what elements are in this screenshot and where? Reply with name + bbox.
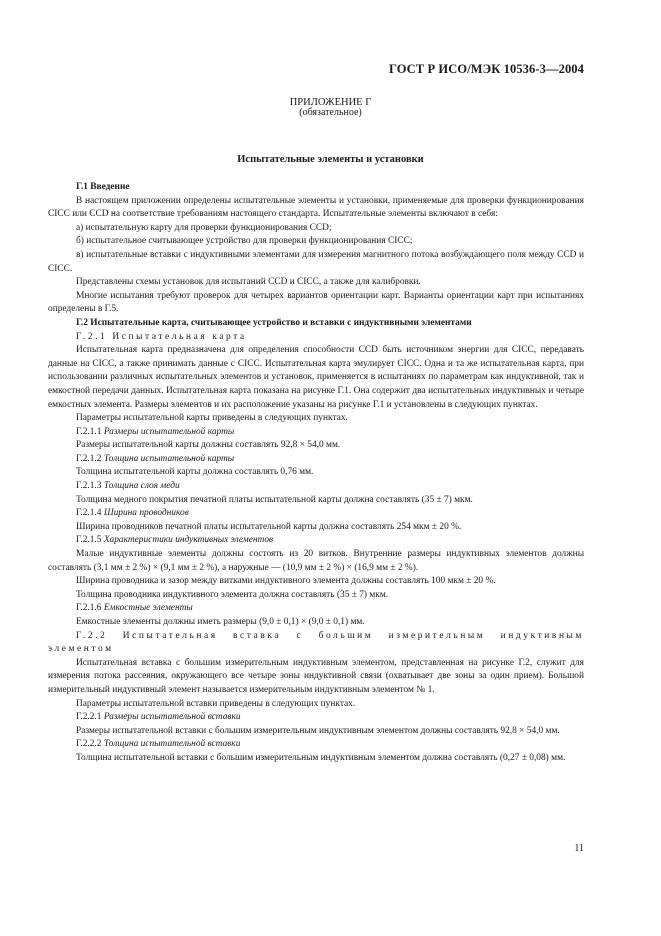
clause-heading (48, 426, 584, 440)
clause-number: Г.2.1.2 (76, 453, 102, 464)
clause-title: Толщина испытательной вставки (103, 739, 241, 750)
paragraph: Толщина медного покрытия печатной платы испытательной карты должна составлять (35 ± 7) мкм. (76, 494, 473, 505)
paragraph: Параметры испытательной карты приведены в следующих пунктах. (76, 413, 348, 424)
paragraph: Испытательная вставка с большим измерительным индуктивным элементом, представленная на рисунке Г.2, служит для измерения потока рассеяния, окружающего все четыре зоны индуктивной связи (охватывает две зоны за один прием). Большой измерительный индуктивный элемент называется измерительным индуктивным элементом № 1. (48, 657, 584, 695)
clause-number: Г.2.1.4 (76, 508, 102, 519)
paragraph: Размеры испытательной вставки с большим измерительным индуктивным элементом должны составлять 92,8 × 54,0 мм. (76, 725, 560, 736)
main-title: Испытательные элементы и установки (237, 154, 424, 165)
paragraph: Многие испытания требуют проверок для четырех вариантов ориентации карт. Варианты ориентации карт при испытаниях определены в Г.5. (48, 290, 584, 315)
clause-title: Толщина слоя меди (103, 481, 180, 492)
clause-title: Размеры испытательной вставки (103, 712, 241, 723)
document-header: ГОСТ Р ИСО/МЭК 10536-3—2004 (388, 62, 584, 76)
clause-title: Толщина испытательной карты (103, 453, 235, 464)
clause-number: Г.2.1.1 (76, 426, 102, 437)
paragraph: Малые индуктивные элементы должны состоять из 20 витков. Внутренние размеры индуктивных элементов должны составлять (3,1 мм ± 2 %) × (9,1 мм ± 2 %), а наружные — (10,9 мм ± 2 %) × (16,9 мм ± 2 %). (48, 549, 584, 573)
section-heading-g2: Г.2 Испытательные карта, считывающее устройство и вставки с индуктивными элементами (76, 317, 472, 328)
annex-title: ПРИЛОЖЕНИЕ Г (289, 97, 372, 108)
paragraph: Ширина проводника и зазор между витками индуктивного элемента должны составлять 100 мкм ± 20 %. (76, 576, 496, 587)
paragraph: В настоящем приложении определены испытательные элементы и установки, применяемые для проверки функционирования CICC или CCD на соответствие требованиям настоящего стандарта. Испытательные элементы включают в себя: (48, 195, 584, 220)
clause-heading (48, 711, 584, 725)
subsection-heading-g22: Г.2.2 Испытательная вставка с большим измерительным индуктивным элементом (48, 630, 584, 655)
clause-title: Характеристики индуктивных элементов (103, 535, 274, 546)
paragraph: Размеры испытательной карты должны составлять 92,8 × 54,0 мм. (76, 440, 341, 451)
clause-number: Г.2.2.2 (76, 739, 102, 750)
clause-heading (48, 738, 584, 752)
annex-status: (обязательное) (299, 107, 362, 118)
paragraph: Представлены схемы установок для испытаний CCD и CICC, а также для калибровки. (76, 277, 421, 288)
page-number: 11 (574, 843, 584, 854)
clause-number: Г.2.2.1 (76, 712, 102, 723)
clause-number: Г.2.1.3 (76, 481, 102, 492)
document-body (48, 181, 584, 766)
paragraph: Толщина испытательной вставки с большим измерительным индуктивным элементом должна составлять (0,27 ± 0,08) мм. (76, 752, 566, 763)
paragraph: Ширина проводников печатной платы испытательной карты должна составлять 254 мкм ± 20 %. (76, 521, 462, 532)
list-item: а) испытательную карту для проверки функционирования CCD; (76, 222, 332, 233)
section-heading-g1: Г.1 Введение (76, 182, 130, 192)
clause-title: Емкостные элементы (103, 603, 193, 614)
paragraph: Испытательная карта предназначена для определения способности CCD быть источником энергии для CICC, передавать данные на CICC, а также принимать данные с CICC. Испытательная карта эмулирует CICC. Одна и та же испытательная карта, при использовании различных испытательных элементов и установок, применяется в испытаниях по параметрам как индуктивной, так и емкостной передачи данных. Испытательная карта показана на рисунке Г.1. Она содержит два испытательных индуктивных и четыре емкостных элемента. Размеры элементов и их расположение указаны на рисунке Г.1 и установлены в следующих пунктах. (48, 345, 584, 410)
clause-number: Г.2.1.5 (76, 535, 102, 546)
paragraph: Толщина проводника индуктивного элемента должна составлять (35 ± 7) мкм. (76, 589, 389, 600)
clause-heading (48, 480, 584, 494)
paragraph: Толщина испытательной карты должна составлять 0,76 мм. (76, 467, 314, 478)
clause-title: Ширина проводников (103, 508, 189, 519)
clause-heading (48, 453, 584, 467)
paragraph: Емкостные элементы должны иметь размеры (9,0 ± 0,1) × (9,0 ± 0,1) мм. (76, 617, 365, 627)
clause-heading (48, 602, 584, 616)
list-item: в) испытательные вставки с индуктивными элементами для измерения магнитного потока возбуждающего поля между CCD и CICC. (48, 249, 584, 274)
paragraph: Параметры испытательной вставки приведены в следующих пунктах. (76, 698, 356, 709)
clause-title: Размеры испытательной карты (103, 426, 235, 437)
clause-heading (48, 507, 584, 521)
subsection-heading-g21: Г.2.1 Испытательная карта (76, 331, 247, 342)
clause-heading (48, 534, 584, 548)
clause-number: Г.2.1.6 (76, 603, 102, 614)
list-item: б) испытательное считывающее устройство для проверки функционирования CICC; (76, 236, 413, 247)
